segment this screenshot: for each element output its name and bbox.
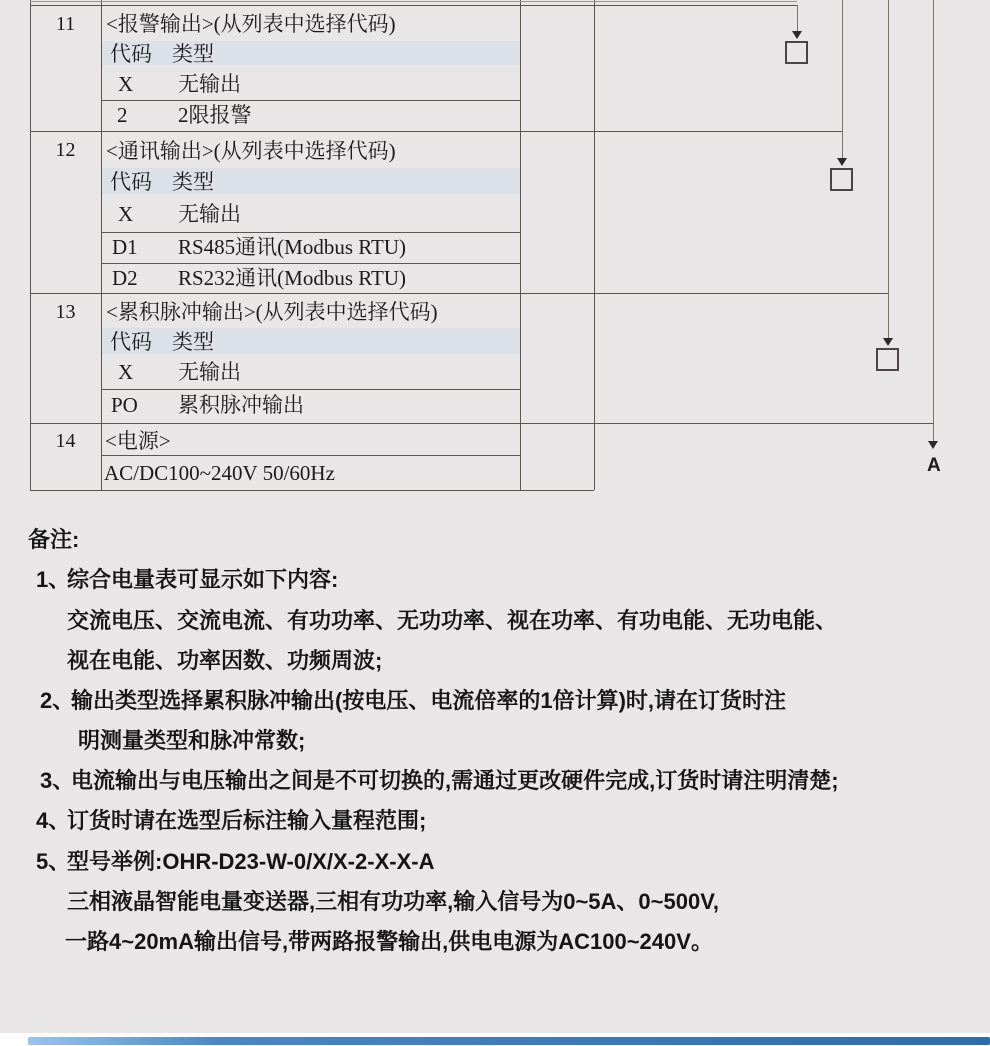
note-5-line2: 三相液晶智能电量变送器,三相有功功率,输入信号为0~5A、0~500V,: [67, 889, 719, 914]
row11-opt2-code: 2: [117, 103, 128, 127]
pulse-code-box: [876, 348, 899, 371]
row13-top-line: [30, 293, 888, 294]
alarm-code-box: [785, 41, 808, 64]
note-1-line2: 交流电压、交流电流、有功功率、无功功率、视在功率、有功电能、无功电能、: [67, 608, 838, 633]
note-3-text: 电流输出与电压输出之间是不可切换的,需通过更改硬件完成,订货时请注明清楚;: [71, 768, 839, 793]
notes-heading: 备注:: [28, 527, 80, 552]
row11-number: 11: [55, 13, 76, 35]
row14-number: 14: [55, 430, 76, 452]
row11-opt1-type: 无输出: [178, 72, 241, 96]
row12-opt2-code: D1: [112, 235, 138, 259]
row14-power-spec: AC/DC100~240V 50/60Hz: [104, 461, 335, 485]
row11-top-outer-line: [30, 1, 797, 2]
row12-title: <通讯输出>(从列表中选择代码): [106, 139, 396, 163]
note-5-line3: 一路4~20mA输出信号,带两路报警输出,供电电源为AC100~240V。: [65, 929, 713, 954]
row13-number: 13: [55, 301, 76, 323]
row12-opt3-code: D2: [112, 266, 138, 290]
table-left-border: [30, 0, 31, 490]
row12-col-code: 代码: [110, 170, 152, 194]
connector-line-alarm: [797, 5, 798, 33]
row13-col-code: 代码: [110, 330, 152, 354]
row12-opt1-type: 无输出: [178, 202, 241, 226]
row12-opt2-type: RS485通讯(Modbus RTU): [178, 235, 407, 259]
row14-title: <电源>: [105, 429, 171, 453]
note-3-number: 3、: [40, 768, 75, 793]
note-4-text: 订货时请在选型后标注输入量程范围;: [67, 808, 427, 833]
power-terminal-label: A: [927, 455, 941, 476]
row11-opt2-type: 2限报警: [178, 103, 252, 127]
row11-top-line: [30, 5, 797, 6]
table-bottom-line: [30, 490, 594, 491]
row13-option-divider: [101, 389, 520, 390]
row11-option-divider: [101, 100, 520, 101]
table-right-border: [594, 0, 595, 490]
note-5-number: 5、: [36, 849, 71, 874]
table-content-divider: [520, 0, 521, 490]
arrow-down-icon-power: [928, 441, 938, 449]
row11-col-type: 类型: [172, 42, 214, 66]
row13-opt1-code: X: [118, 360, 134, 384]
row13-opt1-type: 无输出: [178, 360, 241, 384]
row13-opt2-type: 累积脉冲输出: [178, 393, 304, 417]
connector-line-power: [933, 0, 934, 443]
row13-title: <累积脉冲输出>(从列表中选择代码): [106, 300, 438, 324]
row13-header-band: [102, 328, 520, 354]
note-5-text: 型号举例:OHR-D23-W-0/X/X-2-X-X-A: [67, 849, 435, 874]
row11-header-band: [102, 41, 520, 65]
note-1-number: 1、: [36, 567, 71, 592]
row14-top-line: [30, 423, 933, 424]
arrow-down-icon-pulse: [883, 338, 893, 346]
row12-option-divider-1: [101, 232, 520, 233]
note-2-text: 输出类型选择累积脉冲输出(按电压、电流倍率的1倍计算)时,请在订货时注: [71, 688, 787, 713]
row14-inner-divider: [101, 455, 520, 456]
row12-number: 12: [55, 139, 76, 161]
row11-title: <报警输出>(从列表中选择代码): [106, 12, 396, 36]
row12-header-band: [102, 168, 520, 194]
connector-line-comm: [842, 0, 843, 160]
section-divider-bar: [28, 1037, 990, 1045]
table-num-divider: [101, 0, 102, 490]
row12-opt1-code: X: [118, 202, 134, 226]
row11-opt1-code: X: [118, 72, 134, 96]
row13-col-type: 类型: [172, 330, 214, 354]
note-4-number: 4、: [36, 808, 71, 833]
note-2-line2: 明测量类型和脉冲常数;: [78, 728, 306, 753]
note-1-line3: 视在电能、功率因数、功频周波;: [67, 648, 383, 673]
arrow-down-icon-alarm: [792, 31, 802, 39]
note-2-number: 2、: [40, 688, 75, 713]
row12-opt3-type: RS232通讯(Modbus RTU): [178, 266, 407, 290]
note-1-text: 综合电量表可显示如下内容:: [67, 567, 339, 592]
row11-col-code: 代码: [110, 42, 152, 66]
row12-col-type: 类型: [172, 170, 214, 194]
row12-top-line: [30, 131, 842, 132]
comm-code-box: [830, 168, 853, 191]
connector-line-pulse: [888, 0, 889, 340]
row13-opt2-code: PO: [111, 393, 138, 417]
arrow-down-icon-comm: [837, 158, 847, 166]
row12-option-divider-2: [101, 263, 520, 264]
